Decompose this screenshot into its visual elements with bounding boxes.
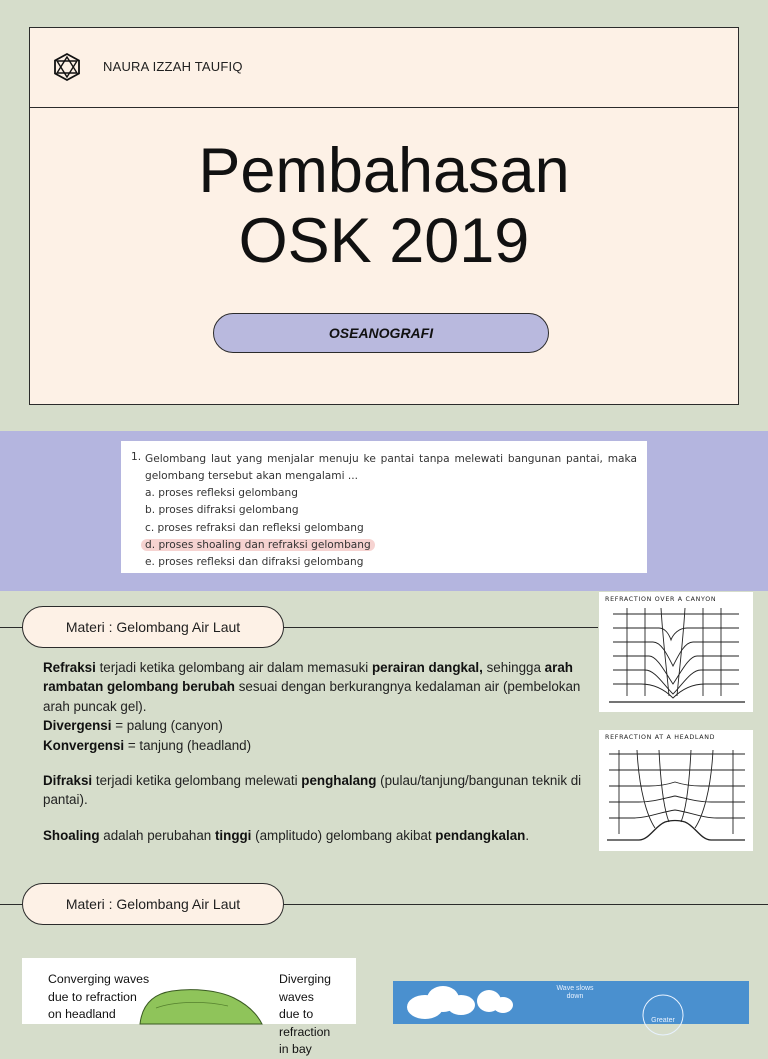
presentation-title bbox=[30, 136, 738, 276]
answer-options bbox=[131, 485, 637, 571]
title-line-2: OSK 2019 bbox=[238, 206, 530, 276]
diverging-waves-caption: Diverging waves due to refraction in bay bbox=[279, 972, 331, 1056]
question-number: 1. bbox=[131, 451, 142, 463]
wave-slows-label: Wave slows down bbox=[556, 985, 594, 1000]
greater-label: Greater bbox=[651, 1017, 675, 1024]
converging-waves-caption: Converging waves due to refraction on headland bbox=[48, 972, 150, 1021]
option-b: b. proses difraksi gelombang bbox=[145, 504, 299, 517]
divergensi-line: Divergensi = palung (canyon) bbox=[43, 718, 223, 734]
canyon-diagram-title: REFRACTION OVER A CANYON bbox=[605, 596, 717, 603]
headland-refraction-diagram bbox=[599, 730, 753, 851]
converging-diverging-diagram bbox=[22, 958, 356, 1056]
shoaling-paragraph: Shoaling adalah perubahan tinggi (amplitudo) gelombang akibat pendangkalan. bbox=[43, 827, 530, 843]
headland-diagram-title: REFRACTION AT A HEADLAND bbox=[605, 734, 716, 741]
konvergensi-line: Konvergensi = tanjung (headland) bbox=[43, 737, 252, 753]
material-text bbox=[43, 658, 588, 845]
subject-pill: OSEANOGRAFI bbox=[213, 313, 549, 353]
canyon-wave-lines bbox=[599, 592, 753, 712]
topic-pill: Materi : Gelombang Air Laut bbox=[22, 606, 284, 648]
author-name: NAURA IZZAH TAUFIQ bbox=[103, 59, 243, 74]
option-e: e. proses refleksi dan difraksi gelombang bbox=[145, 556, 364, 569]
title-card bbox=[29, 27, 739, 405]
canyon-refraction-diagram bbox=[599, 592, 753, 712]
refraksi-paragraph: Refraksi terjadi ketika gelombang air dalam memasuki perairan dangkal, sehingga arah rambatan gelombang berubah sesuai dengan berkurangnya kedalaman air (pembelokan arah puncak gel). bbox=[43, 660, 581, 714]
cube-logo-icon bbox=[52, 52, 82, 82]
option-d-highlighted: d. proses shoaling dan refraksi gelombang bbox=[145, 537, 637, 554]
question-text: Gelombang laut yang menjalar menuju ke pantai tanpa melewati bangunan pantai, maka gelombang tersebut akan mengalami ... bbox=[145, 453, 637, 482]
wave-speed-diagram bbox=[393, 981, 749, 1024]
headland-wave-lines bbox=[599, 730, 753, 851]
option-c: c. proses refraksi dan refleksi gelombang bbox=[145, 521, 364, 534]
title-card-header bbox=[30, 28, 738, 108]
option-a: a. proses refleksi gelombang bbox=[145, 487, 298, 499]
topic-pill: Materi : Gelombang Air Laut bbox=[22, 883, 284, 925]
title-line-1: Pembahasan bbox=[198, 136, 570, 206]
question-card bbox=[121, 441, 647, 573]
difraksi-paragraph: Difraksi terjadi ketika gelombang melewati penghalang (pulau/tanjung/bangunan teknik di pantai). bbox=[43, 773, 582, 808]
